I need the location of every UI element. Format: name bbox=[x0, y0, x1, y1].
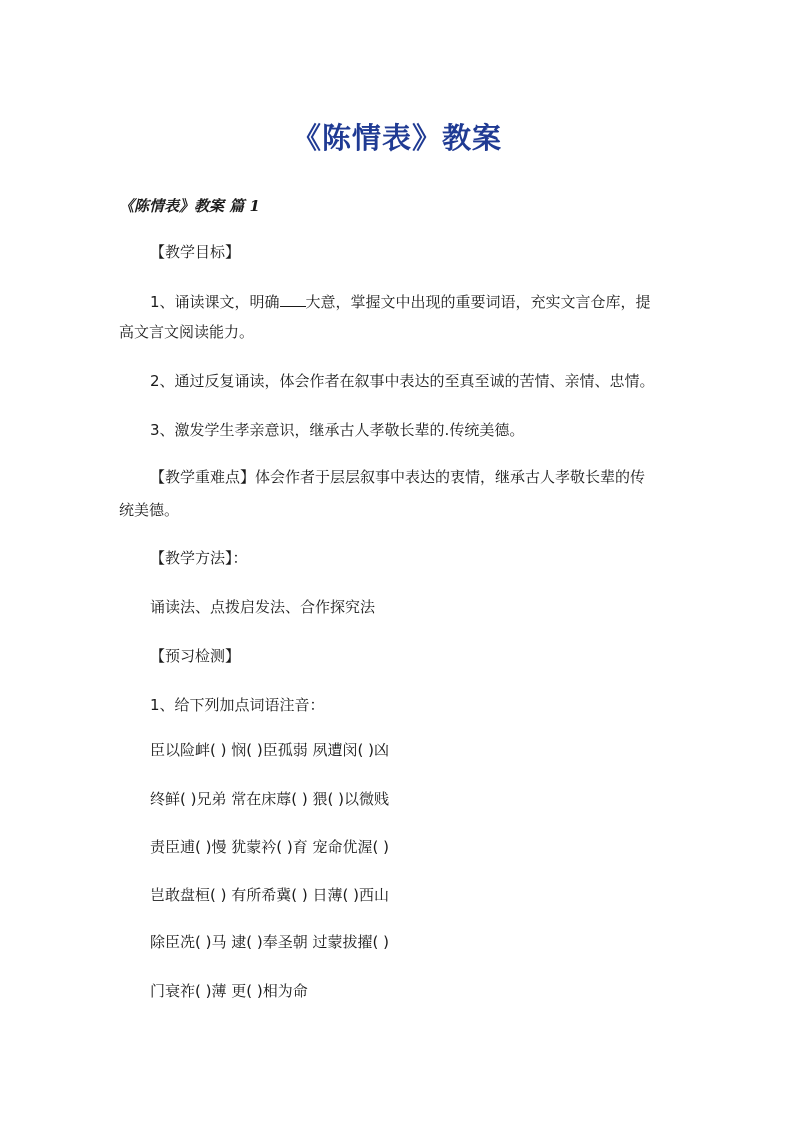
pinyin-item: 除臣冼( )马 逮( )奉圣朝 过蒙拔擢( ) bbox=[150, 933, 389, 951]
methods-heading: 【教学方法】： bbox=[150, 549, 248, 567]
key-points-line-2: 统美德。 bbox=[119, 501, 180, 519]
key-points-line-1: 【教学重难点】体会作者于层层叙事中表达的衷情，继承古人孝敬长辈的传 bbox=[150, 468, 646, 486]
pinyin-item: 责臣逋( )慢 犹蒙衿( )育 宠命优渥( ) bbox=[150, 838, 389, 856]
pinyin-item: 臣以险衅( ) 悯( )臣孤弱 夙遭闵( )凶 bbox=[150, 741, 389, 759]
document-subtitle: 《陈情表》教案 篇 1 bbox=[119, 197, 260, 215]
preview-heading: 【预习检测】 bbox=[150, 647, 241, 665]
goal-1-text-a: 1、诵读课文，明确 bbox=[150, 293, 280, 311]
preview-question-1: 1、给下列加点词语注音： bbox=[150, 696, 325, 714]
pinyin-item: 门衰祚( )薄 更( )相为命 bbox=[150, 982, 308, 1000]
goal-1-line-1 bbox=[150, 294, 651, 310]
goal-2: 2、通过反复诵读，体会作者在叙事中表达的至真至诚的苦情、亲情、忠情。 bbox=[150, 372, 655, 390]
document-title: 《陈情表》教案 bbox=[291, 121, 502, 155]
blank-underline bbox=[280, 294, 306, 307]
pinyin-item: 终鲜( )兄弟 常在床蓐( ) 猥( )以微贱 bbox=[150, 790, 389, 808]
goals-heading: 【教学目标】 bbox=[150, 243, 241, 261]
goal-3: 3、激发学生孝亲意识，继承古人孝敬长辈的.传统美德。 bbox=[150, 421, 525, 439]
goal-1-line-2: 高文言文阅读能力。 bbox=[119, 323, 255, 341]
goal-1-text-b: 大意，掌握文中出现的重要词语，充实文言仓库，提 bbox=[305, 293, 651, 311]
methods-text: 诵读法、点拨启发法、合作探究法 bbox=[150, 598, 376, 616]
pinyin-item: 岂敢盘桓( ) 有所希冀( ) 日薄( )西山 bbox=[150, 886, 389, 904]
